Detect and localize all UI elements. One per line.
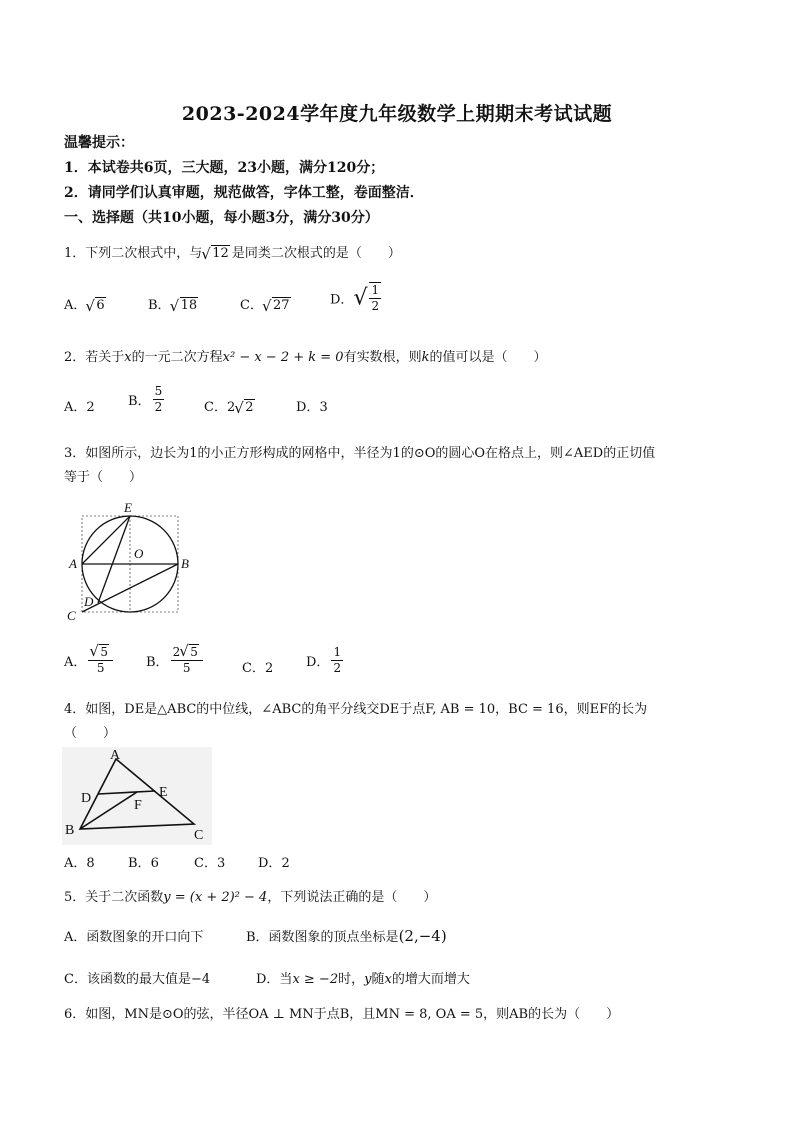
fig3-label-o: O	[134, 546, 144, 561]
section-heading: 一、选择题（共10小题，每小题3分，满分30分）	[64, 210, 379, 226]
tip-2: 2．请同学们认真审题，规范做答，字体工整，卷面整洁．	[64, 185, 424, 201]
q4-option-d: D．2	[258, 856, 290, 871]
q4-triangle-figure	[62, 747, 212, 845]
fig4-label-c: C	[194, 828, 204, 843]
q2-option-c: C．2√ 2	[204, 396, 257, 415]
question-6-stem: 6．如图，MN是⊙O的弦，半径OA ⊥ MN于点B，且MN = 8, OA = 5，则AB的长为（ ）	[64, 1007, 620, 1022]
fig4-label-a: A	[110, 748, 121, 763]
q4-option-c: C．3	[194, 856, 226, 871]
q3-option-d: D． $\frac{1}{2}$	[306, 645, 342, 675]
q1-option-a: A．√ 6	[64, 294, 108, 313]
q5-option-a: A．函数图象的开口向下	[64, 930, 204, 945]
question-3-line-1: 3．如图所示，边长为1的小正方形构成的网格中，半径为1的⊙O的圆心O在格点上，则∠AED的正切值	[64, 446, 656, 461]
q3-option-b: B． $\frac{2√ 5}{5}$	[146, 645, 205, 676]
exam-title: 2023-2024学年度九年级数学上期期末考试试题	[181, 103, 613, 125]
question-4-line-1: 4．如图，DE是△ABC的中位线，∠ABC的角平分线交DE于点F, AB = 10，BC = 16，则EF的长为	[64, 702, 648, 717]
fig3-label-b: B	[181, 556, 189, 571]
q3-option-a: A． √ $\frac{5}{5}$	[64, 645, 115, 676]
fig3-label-a: A	[69, 556, 77, 571]
q1-option-c: C．√ 27	[240, 294, 293, 313]
q2-option-b: B． $\frac{5}{2}$	[128, 384, 163, 414]
question-1-stem: 1．下列二次根式中，与√ 12 是同类二次根式的是（ ）	[64, 242, 401, 261]
fig4-label-e: E	[159, 785, 168, 800]
tip-1: 1．本试卷共6页，三大题，23小题，满分120分；	[64, 160, 385, 176]
fig3-label-e: E	[124, 500, 132, 515]
fig4-label-d: D	[81, 791, 92, 806]
q3-option-c: C．2	[242, 661, 274, 676]
fig4-label-b: B	[65, 823, 75, 838]
q5-option-b: B．函数图象的顶点坐标是(2,−4)	[246, 927, 447, 945]
q5-option-d: D．当x ≥ −2时，y随x的增大而增大	[256, 972, 470, 987]
q2-option-a: A．2	[64, 400, 95, 415]
question-2-stem: 2．若关于x的一元二次方程x² − x − 2 + k = 0有实数根，则k的值可以是（ ）	[64, 350, 547, 365]
fig3-label-d: D	[84, 594, 94, 609]
q4-option-b: B．6	[128, 856, 159, 871]
tips-heading: 温馨提示：	[64, 135, 134, 151]
q3-circle-figure	[62, 500, 192, 626]
fig4-label-f: F	[134, 798, 142, 813]
fig3-label-c: C	[67, 608, 76, 623]
q2-option-d: D．3	[296, 400, 328, 415]
q5-option-c: C．该函数的最大值是−4	[64, 972, 211, 987]
question-5-stem: 5．关于二次函数y = (x + 2)² − 4，下列说法正确的是（ ）	[64, 890, 437, 905]
q1-option-b: B．√ 18	[148, 294, 200, 313]
question-3-line-2: 等于（ ）	[64, 470, 143, 485]
question-4-line-2: （ ）	[64, 726, 117, 741]
q4-option-a: A．8	[64, 856, 95, 871]
q1-option-d: D．√ $\frac{1}{2}$	[330, 283, 380, 313]
